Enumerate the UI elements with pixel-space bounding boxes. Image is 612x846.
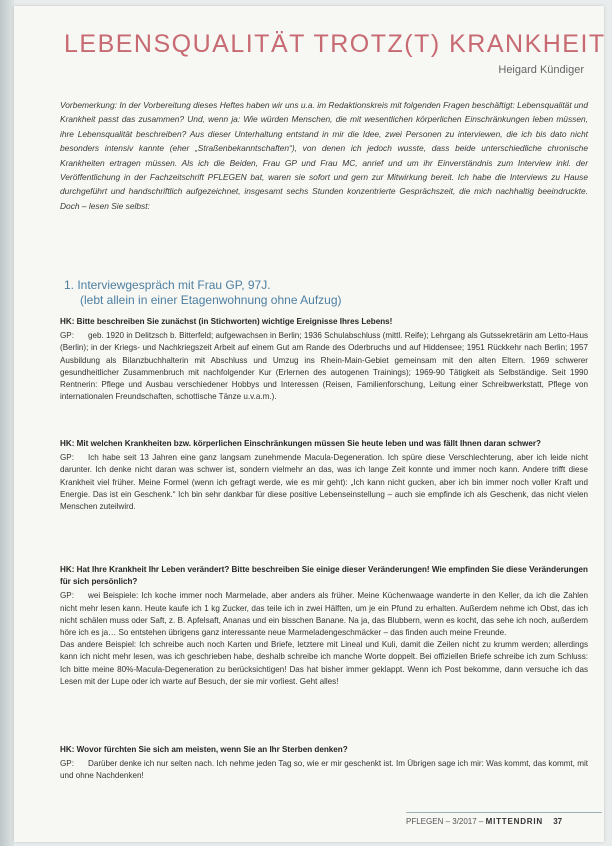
qa-block-3 [60,564,588,688]
answer-text: Ich habe seit 13 Jahren eine ganz langsam zunehmende Macula-Degeneration. Ich spüre diese Verschlechterung, aber ich leide nicht darunter. Ich denke nicht daran was schwer ist, sondern vielmehr an das, was ich lange Zeit konnte und immer noch kann. Andere trifft diese Krankheit viel früher. Meine Formel (wenn ich gefragt werde, wie es mir geht): „Ich kann nicht gucken, aber ich bin immer noch voller Kraft und Energie. Das ist ein Geschenk.“ Ich bin sehr dankbar für diese positive Lebenseinstellung – auch sie empfinde ich als Geschenk, das nicht vielen Menschen zuteilwird. [60,453,588,512]
question: HK: Hat Ihre Krankheit Ihr Leben verändert? Bitte beschreiben Sie einige dieser Veränderungen! Wie empfinden Sie diese Veränderungen für sich persönlich? [60,565,588,587]
footer-section: MITTENDRIN [485,817,543,826]
page-footer [406,812,602,826]
answer-text: wei Beispiele: Ich koche immer noch Marmelade, aber anders als früher. Meine Küchenwaage wanderte in den Keller, da ich die Zahlen nicht mehr lesen kann. Heute kaufe ich 1 kg Zucker, das teile ich in zwei Hälften, um je ein Pfund zu erhalten. Außerdem nehme ich Obst, das ich nicht schälen muss oder Saft, z. B. Apfelsaft, Ananas und ein bisschen Banane. Na ja, das Blubbern, wenn es kocht, das sehe ich noch, außerdem höre ich es ja… So entstehen übrigens ganz interessante neue Marmeladengeschmäcker – das finden auch meine Freunde. [60,591,588,638]
answer [60,758,588,782]
question: HK: Wovor fürchten Sie sich am meisten, wenn Sie an Ihr Sterben denken? [60,745,348,754]
footer-journal: PFLEGEN – 3/2017 – [406,817,484,826]
answer-label: GP: [60,453,74,463]
qa-block-2 [60,438,588,513]
answer [60,452,588,513]
answer-label: GP: [60,331,74,341]
magazine-page [14,6,604,842]
answer [60,330,588,403]
answer-text: Darüber denke ich nur selten nach. Ich nehme jeden Tag so, wie er mir geschenkt ist. Im Übrigen sage ich mir: Was kommt, das kommt, mit und ohne Nachdenken! [60,759,588,781]
question: HK: Mit welchen Krankheiten bzw. körperlichen Einschränkungen müssen Sie heute leben und was fällt Ihnen daran schwer? [60,439,541,448]
answer-label: GP: [60,591,74,601]
question: HK: Bitte beschreiben Sie zunächst (in Stichworten) wichtige Ereignisse Ihres Lebens! [60,317,393,326]
answer-label: GP: [60,759,74,769]
section-heading [64,278,584,308]
page-number: 37 [553,817,563,826]
binding-edge [0,0,14,846]
section-title: 1. Interviewgespräch mit Frau GP, 97J. [64,278,271,292]
article-title: LEBENSQUALITÄT TROTZ(T) KRANKHEIT [64,30,606,58]
section-subtitle: (lebt allein in einer Etagenwohnung ohne Aufzug) [80,293,342,307]
author-name: Heigard Kündiger [498,64,584,76]
answer-text: geb. 1920 in Delitzsch b. Bitterfeld; aufgewachsen in Berlin; 1936 Schulabschluss (mittl. Reife); Lehrgang als Gutssekretärin am Letto-Haus (Berlin); in der Kriegs- und Nachkriegszeit Arbeit auf einem Gut am Rande des Oderbruchs und auf Hiddensee; 1951 Rückkehr nach Berlin; 1957 Ausbildung als Bilanzbuchhalterin mit Abschluss und Umzug ins Rhein-Main-Gebiet gemeinsam mit den alten Eltern. 1969 schwerer gesundheitlicher Zusammenbruch mit nachfolgender Kur (Erlernen des autogenen Trainings); 1969-90 Tätigkeit als Selbständige. Seit 1990 Rentnerin: Pflege und Ausbau verschiedener Hobbys und Interessen (Reisen, Familienforschung, Leitung einer Schreibwerkstatt, Pflege von internationalen Freundschaften, schottische Tänze u.v.a.m.). [60,331,588,402]
answer [60,590,588,639]
intro-paragraph: Vorbemerkung: In der Vorbereitung dieses Heftes haben wir uns u.a. im Redaktionskreis mit folgenden Fragen beschäftigt: Lebensqualität und Krankheit passt das zusammen? Und, wenn ja: Wie würden Menschen, die mit wesentlichen körperlichen Einschränkungen leben müssen, ihre Lebensqualität beschreiben? Aus dieser Unterhaltung entstand in mir die Idee, zwei Personen zu interviewen, die ich bis dato nicht besonders intensiv kannte (eher „Straßenbekanntschaften“), von denen ich jedoch wusste, dass beide unterschiedliche chronische Krankheiten ertragen müssen. Als ich die Beiden, Frau GP und Frau MC, anrief und um ihr Einverständnis zum Interview inkl. der Veröffentlichung in der Fachzeitschrift PFLEGEN bat, waren sie sofort und gern zur Mitwirkung bereit. Ich habe die Interviews zu Hause durchgeführt und handschriftlich aufgezeichnet, insgesamt sechs Stunden konzentrierte Gesprächszeit, die mich nachhaltig beeindruckte. Doch – lesen Sie selbst: [60,100,588,211]
answer-continuation: Das andere Beispiel: Ich schreibe auch noch Karten und Briefe, letztere mit Lineal und Kuli, damit die Zeilen nicht zu krumm werden; allerdings kann ich nicht mehr lesen, was ich geschrieben habe, deshalb schreibe ich manche Worte doppelt. Bei offiziellen Briefe schreibe ich zum Schluss: Ich bitte meine 80%-Macula-Degeneration zu berücksichtigen! Das hat bisher immer geklappt. Wenn ich Post bekomme, dann versuche ich das Lesen mit der Lupe oder ich warte auf Besuch, der sie mir vorliest. Geht alles! [60,640,588,686]
qa-block-4 [60,744,588,783]
qa-block-1 [60,316,588,403]
